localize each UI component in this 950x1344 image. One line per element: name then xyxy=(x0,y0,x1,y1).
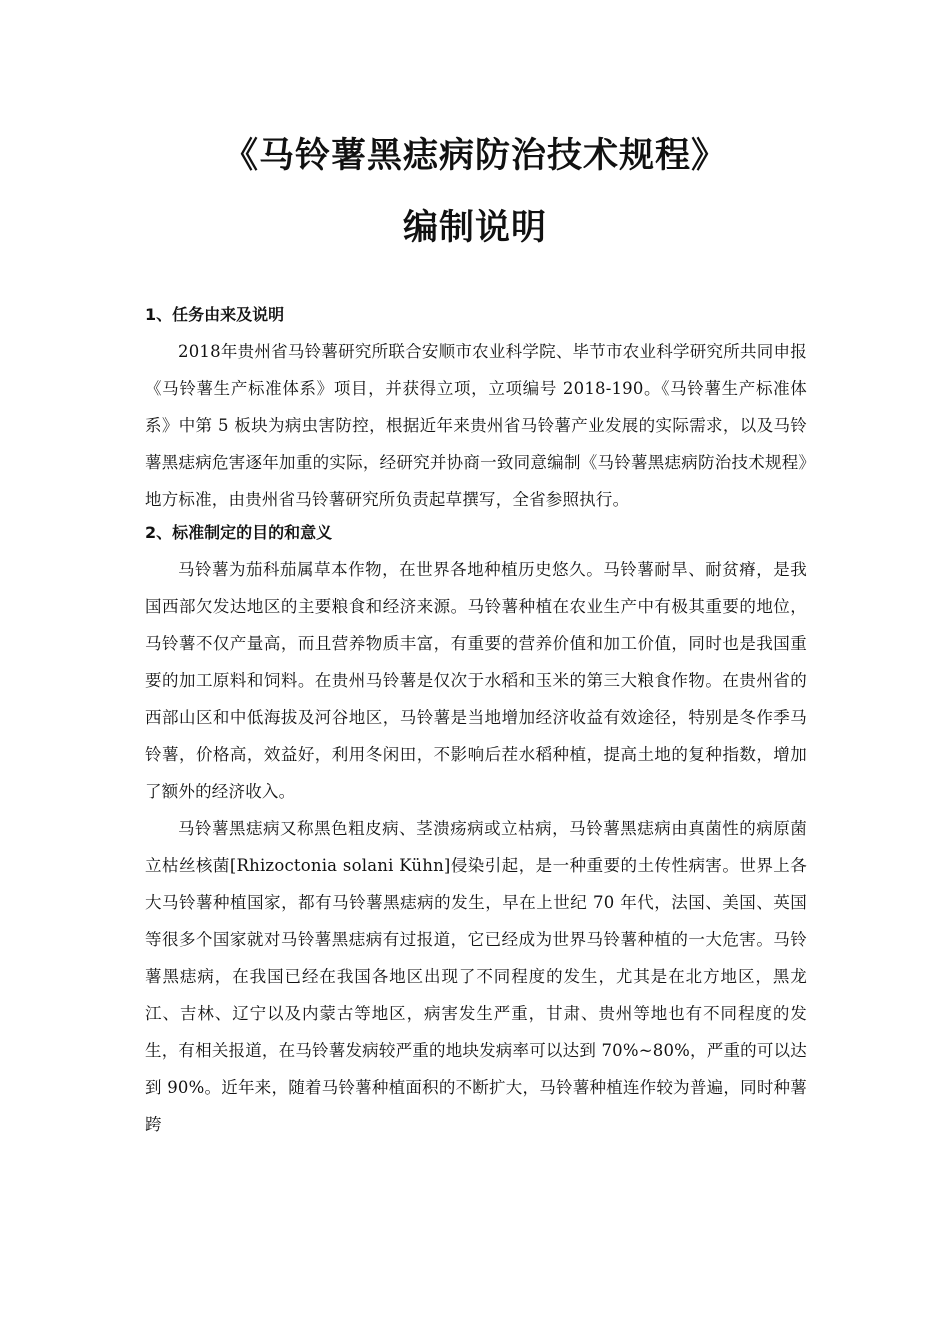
section-2-paragraph-1: 马铃薯为茄科茄属草本作物，在世界各地种植历史悠久。马铃薯耐旱、耐贫瘠，是我国西部欠发达地区的主要粮食和经济来源。马铃薯种植在农业生产中有极其重要的地位，马铃薯不仅产量高，而且营养物质丰富，有重要的营养价值和加工价值，同时也是我国重要的加工原料和饲料。在贵州马铃薯是仅次于水稻和玉米的第三大粮食作物。在贵州省的西部山区和中低海拔及河谷地区，马铃薯是当地增加经济收益有效途径，特别是冬作季马铃薯，价格高，效益好，利用冬闲田，不影响后茬水稻种植，提高土地的复种指数，增加了额外的经济收入。 xyxy=(145,560,807,801)
document-title: 《马铃薯黑痣病防治技术规程》 xyxy=(222,136,727,176)
section-2-heading: 2、标准制定的目的和意义 xyxy=(145,523,333,542)
section-2-paragraph-2: 马铃薯黑痣病又称黑色粗皮病、茎溃疡病或立枯病，马铃薯黑痣病由真菌性的病原菌立枯丝核菌[Rhizoctonia solani Kühn]侵染引起，是一种重要的土传性病害。世界上各大马铃薯种植国家，都有马铃薯黑痣病的发生，早在上世纪 70 年代，法国、美国、英国等很多个国家就对马铃薯黑痣病有过报道，它已经成为世界马铃薯种植的一大危害。马铃薯黑痣病，在我国已经在我国各地区出现了不同程度的发生，尤其是在北方地区，黑龙江、吉林、辽宁以及内蒙古等地区，病害发生严重，甘肃、贵州等地也有不同程度的发生，有相关报道，在马铃薯发病较严重的地块发病率可以达到 70%~80%，严重的可以达到 90%。近年来，随着马铃薯种植面积的不断扩大，马铃薯种植连作较为普遍，同时种薯跨 xyxy=(145,819,807,1134)
section-1-heading: 1、任务由来及说明 xyxy=(145,305,285,324)
document-subtitle: 编制说明 xyxy=(402,208,547,248)
document-body xyxy=(145,300,807,1143)
section-1-paragraph: 2018年贵州省马铃薯研究所联合安顺市农业科学院、毕节市农业科学研究所共同申报《马铃薯生产标准体系》项目，并获得立项，立项编号 2018-190。《马铃薯生产标准体系》中第 5 板块为病虫害防控，根据近年来贵州省马铃薯产业发展的实际需求，以及马铃薯黑痣病危害逐年加重的实际，经研究并协商一致同意编制《马铃薯黑痣病防治技术规程》地方标准，由贵州省马铃薯研究所负责起草撰写，全省参照执行。 xyxy=(145,342,807,509)
